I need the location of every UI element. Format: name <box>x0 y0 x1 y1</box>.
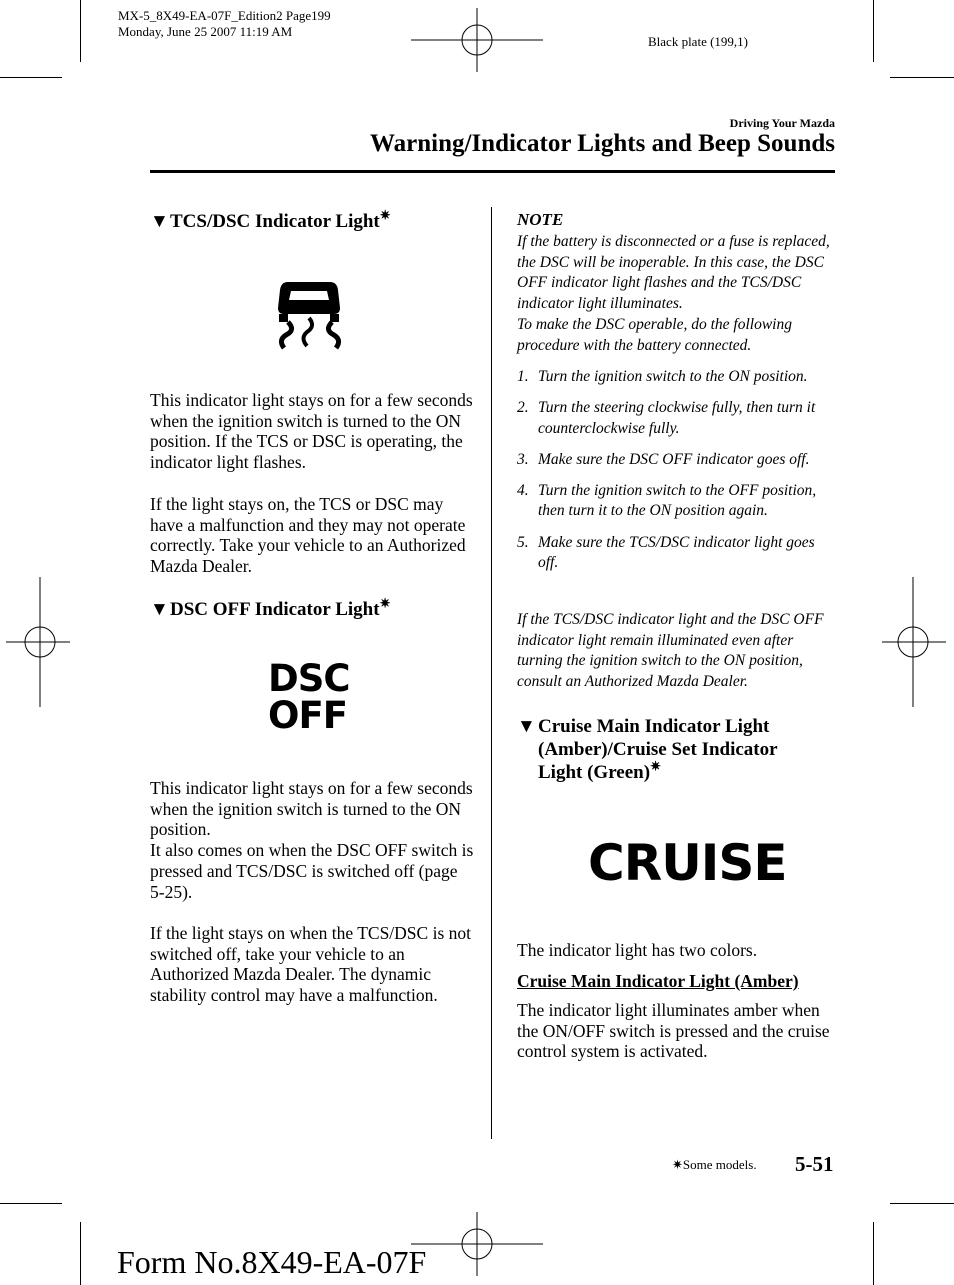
star-icon: ✷ <box>379 207 391 223</box>
star-icon: ✷ <box>379 595 391 611</box>
crop-mark-bottom-right-h <box>890 1203 954 1204</box>
print-header-line1: MX-5_8X49-EA-07F_Edition2 Page199 <box>118 8 331 23</box>
cruise-indicator-icon: CRUISE <box>588 834 787 892</box>
section-label: Driving Your Mazda <box>729 116 835 130</box>
cruise-heading <box>517 715 817 784</box>
note-title: NOTE <box>517 210 564 229</box>
title-rule <box>150 170 835 173</box>
list-item: 5. Make sure the TCS/DSC indicator light goes off. <box>517 533 815 572</box>
tcs-paragraph-1: This indicator light stays on for a few seconds when the ignition switch is turned to the ON position. If the TCS or DSC is operating, the indicator light flashes. <box>150 390 473 473</box>
note-paragraph-1: If the battery is disconnected or a fuse is replaced, the DSC will be inoperable. In this case, the DSC OFF indicator light flashes and the TCS/DSC indicator light illuminates. <box>517 233 830 312</box>
dsc-off-indicator-icon <box>268 657 350 737</box>
dsc-icon-line2: OFF <box>268 694 348 737</box>
triangle-icon: ▼ <box>150 599 169 620</box>
dsc-off-heading <box>150 595 470 621</box>
registration-mark-top <box>411 8 543 72</box>
triangle-icon: ▼ <box>150 211 169 232</box>
tcs-dsc-indicator-icon <box>274 278 344 350</box>
procedure-steps <box>517 367 835 584</box>
crop-mark-top-left-v <box>80 0 81 62</box>
cruise-paragraph-2: The indicator light illuminates amber when the ON/OFF switch is pressed and the cruise control system is activated. <box>517 1000 830 1062</box>
registration-mark-left <box>6 577 70 707</box>
page-number: 5-51 <box>795 1152 834 1176</box>
list-item: 2. Turn the steering clockwise fully, then turn it counterclockwise fully. <box>517 399 816 437</box>
star-icon: ✷ <box>672 1157 683 1172</box>
dsc-paragraph-1b: It also comes on when the DSC OFF switch is pressed and TCS/DSC is switched off (page 5-25). <box>150 840 474 902</box>
crop-mark-top-right-v <box>873 0 874 62</box>
list-item: 1. Turn the ignition switch to the ON position. <box>517 368 808 385</box>
crop-mark-bottom-left-h <box>0 1203 62 1204</box>
print-header-line2: Monday, June 25 2007 11:19 AM <box>118 24 293 39</box>
footnote-text: Some models. <box>682 1157 757 1172</box>
list-item: 3. Make sure the DSC OFF indicator goes off. <box>517 450 810 468</box>
note-paragraph-2: To make the DSC operable, do the following procedure with the battery connected. <box>517 316 792 354</box>
crop-mark-top-right-h <box>890 77 954 78</box>
dsc-paragraph-1a: This indicator light stays on for a few seconds when the ignition switch is turned to the ON position. <box>150 778 473 840</box>
column-divider <box>491 207 492 1139</box>
print-header <box>118 8 331 40</box>
dsc-icon-line1: DSC <box>268 657 350 700</box>
dsc-paragraph-2: If the light stays on when the TCS/DSC is not switched off, take your vehicle to an Authorized Mazda Dealer. The dynamic stability control may have a malfunction. <box>150 923 471 1006</box>
cruise-main-subheading: Cruise Main Indicator Light (Amber) <box>517 971 799 991</box>
registration-mark-right <box>882 577 946 707</box>
cruise-heading-text: Cruise Main Indicator Light (Amber)/Cruise Set Indicator Light (Green) <box>538 716 778 783</box>
list-item: 4. Turn the ignition switch to the OFF position, then turn it to the ON position again. <box>517 481 817 520</box>
note-paragraph-3: If the TCS/DSC indicator light and the DSC OFF indicator light remain illuminated even after turning the ignition switch to the ON position, consult an Authorized Mazda Dealer. <box>517 611 824 690</box>
tcs-paragraph-2: If the light stays on, the TCS or DSC may have a malfunction and they may not operate correctly. Take your vehicle to an Authorized Mazda Dealer. <box>150 494 466 577</box>
plate-label: Black plate (199,1) <box>648 34 748 49</box>
form-number: Form No.8X49-EA-07F <box>117 1244 427 1280</box>
triangle-icon: ▼ <box>517 716 536 737</box>
crop-mark-bottom-right-v <box>873 1222 874 1285</box>
crop-mark-bottom-left-v <box>80 1222 81 1285</box>
page-title: Warning/Indicator Lights and Beep Sounds <box>370 130 835 157</box>
tcs-heading <box>150 207 470 233</box>
registration-mark-bottom <box>411 1212 543 1276</box>
crop-mark-top-left-h <box>0 77 62 78</box>
star-icon: ✷ <box>650 758 661 774</box>
dsc-off-heading-text: DSC OFF Indicator Light <box>170 599 380 620</box>
cruise-paragraph-1: The indicator light has two colors. <box>517 940 758 960</box>
tcs-heading-text: TCS/DSC Indicator Light <box>170 211 380 232</box>
dsc-paragraph-1 <box>150 778 476 902</box>
footnote <box>672 1157 757 1173</box>
